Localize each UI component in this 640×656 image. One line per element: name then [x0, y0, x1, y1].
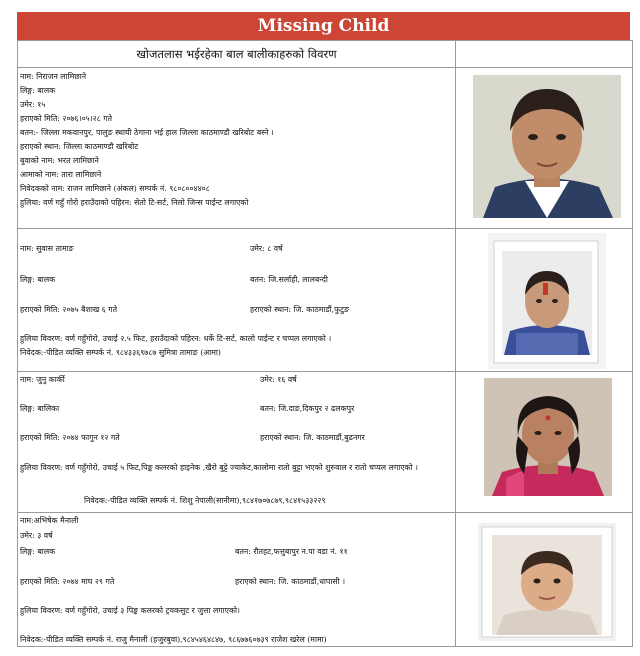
entry-place: हराएको स्थान: जि. काठमाडौं,धापासी । — [235, 577, 346, 586]
entry-gender: लिङ्ग: बालक — [20, 547, 56, 556]
header-row — [18, 41, 633, 68]
child-photo — [488, 233, 606, 369]
photo-cell — [456, 513, 633, 647]
table-row — [18, 68, 633, 229]
child-photo — [478, 523, 616, 641]
entry-name: नाम: सुवास तामाङ — [20, 244, 74, 253]
entry-date: हराएको मिति: २०७६।०५।२८ गते — [20, 114, 113, 123]
entry-details — [18, 229, 456, 372]
entry-name: नाम:अभिषेक मैनाली — [20, 516, 79, 525]
heading-cell — [18, 41, 456, 68]
table-row — [18, 229, 633, 372]
entry-date: हराएको मिति: २०७४ फागुन १२ गते — [20, 433, 120, 442]
entry-contact: निवेदकको नाम: राजन लामिछाने (अंकल) सम्पर्क नं. ९८०८००४४०८ — [20, 184, 210, 193]
entry-age: उमेर: १५ — [20, 100, 46, 109]
entry-contact: निवेदक:-पीडित व्यक्ति सम्पर्क नं. राजु मैनाली (हजुरबुवा),९८४५४६४८४७, ९८६७७६०७३९ राजेश खरेल (मामा) — [20, 635, 327, 644]
entry-contact: निवेदक:-पीडित व्यक्ति सम्पर्क नं. ९८४३३६९७८७ सुमित्रा तामाङ (आमा) — [20, 348, 221, 357]
heading-empty-cell — [456, 41, 633, 68]
entry-age: उमेर: ८ वर्ष — [250, 244, 283, 253]
entry-place: हराएको स्थान: जि. काठमाडौं,बुढनगर — [260, 433, 365, 442]
missing-children-table — [17, 40, 633, 647]
entry-gender: लिङ्ग: बालक — [20, 86, 56, 95]
table-row — [18, 513, 633, 647]
page-banner — [17, 12, 630, 40]
table-row — [18, 372, 633, 513]
entry-address: बतन: जि.सर्लाही, लालबन्दी — [250, 275, 328, 284]
entry-address: बतन: रौतहट,फत्तुबापुर न.पा वडा नं. ११ — [235, 547, 348, 556]
entry-appearance: हुलिया विवरण: वर्ण गहुँगोरो, उचाई २.५ फिट, हराउँदाको पहिरन: धर्के टि-सर्ट, कालो पाईन्ट र चप्पल लगाएको । — [20, 334, 332, 343]
entry-details — [18, 513, 456, 647]
entry-details — [18, 68, 456, 229]
entry-name: नाम: निराजन लामिछाने — [20, 72, 87, 81]
entry-gender: लिङ्ग: बालक — [20, 275, 56, 284]
child-photo — [473, 75, 621, 218]
entry-mother: आमाको नाम: तारा लामिछाने — [20, 170, 102, 179]
entry-date: हराएको मिति: २०७५ बैशाख ६ गते — [20, 305, 118, 314]
entry-details — [18, 372, 456, 513]
list-heading: खोजतलास भईरहेका बाल बालीकाहरुको विवरण — [136, 47, 337, 61]
child-photo — [484, 378, 612, 496]
entry-appearance: हुलिया विवरण: वर्ण गहुँगोरो, उचाई ३ पिङ्क कलरको ट्रयकसुट र जुत्ता लगाएको। — [20, 606, 240, 615]
photo-cell — [456, 229, 633, 372]
entry-address: बतन:- जिल्ला मकवानपुर, पालुङ स्थायी ठेगाना भई हाल जिल्ला काठमाण्डौ खरिबोट बस्ने । — [20, 128, 274, 137]
photo-cell — [456, 372, 633, 513]
entry-age: उमेर: ३ वर्ष — [20, 531, 53, 540]
entry-name: नाम: जुनु कार्की — [20, 375, 65, 384]
entry-father: बुवाको नाम: भरत लामिछाने — [20, 156, 99, 165]
photo-cell — [456, 68, 633, 229]
entry-appearance: हुलिया विवरण: वर्ण गहुँगोरो, उचाई ५ फिट,पिङ्क कलरको हाइनेक ,खैरो बुट्टे ज्याकेट,कालोमा रातो बुट्टा भएको शुरुवाल र रातो चप्पल लगाएको । — [20, 463, 418, 472]
entry-date: हराएको मिति: २०७४ माघ २९ गते — [20, 577, 115, 586]
banner-title: Missing Child — [257, 16, 390, 36]
entry-place: हराएको स्थान: जि. काठमाडौं,फुटुङ — [250, 305, 350, 314]
entry-contact: निवेदक:-पीडित व्यक्ति सम्पर्क नं. शिशु नेपाली(सानीमा),९८४१७०७८७९,९८४१५३३२२९ — [84, 496, 326, 505]
entry-gender: लिङ्ग: बालिका — [20, 404, 60, 413]
entry-appearance: हुलिया: वर्ण गहुँ गोरो हराउँदाको पहिरन: सेतो टि-सर्ट, निलो जिन्स पाईन्ट लगाएको — [20, 198, 249, 207]
entry-age: उमेर: १६ वर्ष — [260, 375, 297, 384]
entry-address: बतन: जि.दाङ,दिकपुर २ ढलकपुर — [260, 404, 355, 413]
entry-place: हराएको स्थान: जिल्ला काठमाण्डौ खरिबोट — [20, 142, 139, 151]
